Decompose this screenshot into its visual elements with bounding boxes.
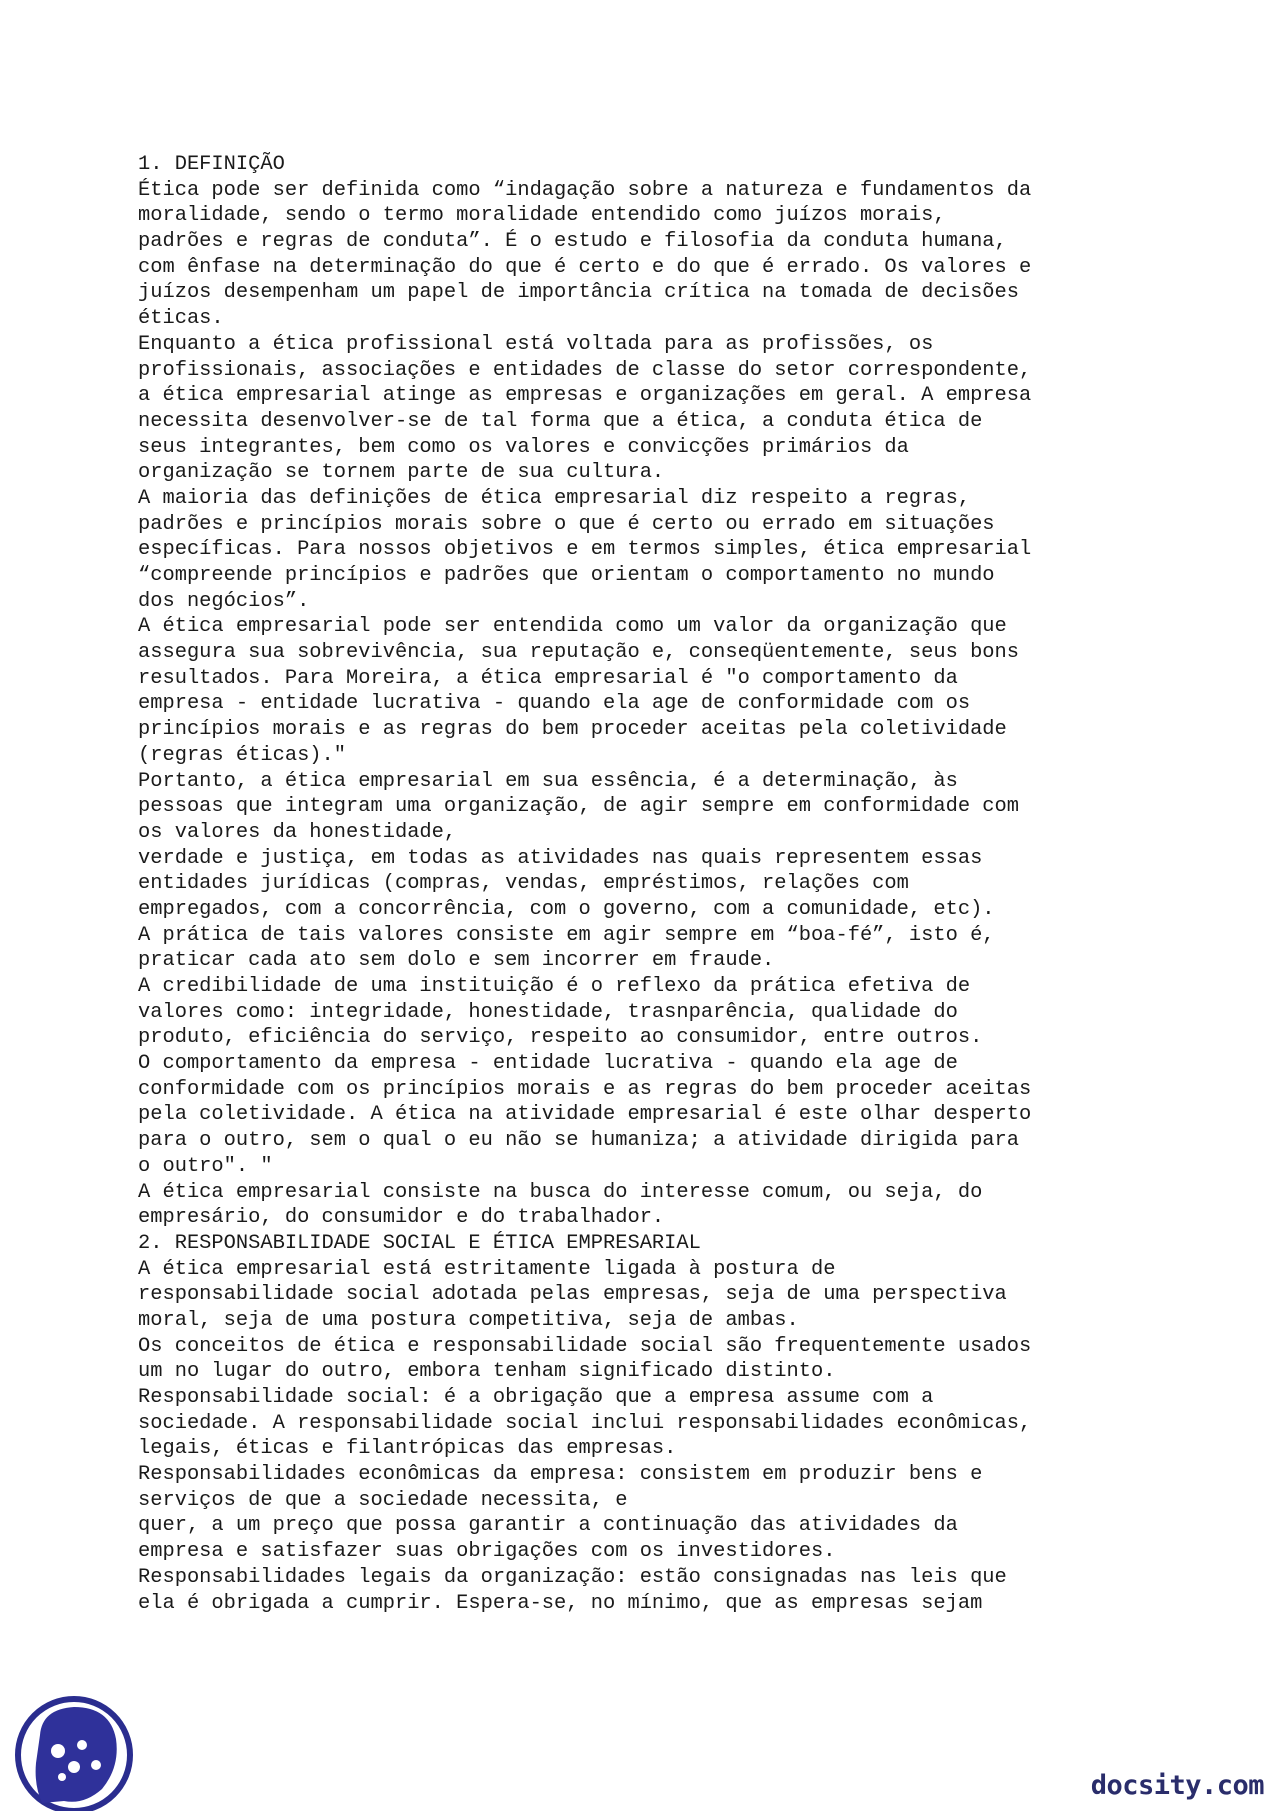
text-line: dos negócios”. bbox=[138, 589, 310, 613]
text-line: verdade e justiça, em todas as atividades nas quais representem essas bbox=[138, 846, 983, 870]
text-line: com ênfase na determinação do que é certo e do que é errado. Os valores e bbox=[138, 255, 1032, 279]
text-line: (regras éticas)." bbox=[138, 743, 347, 767]
text-line: moral, seja de uma postura competitiva, seja de ambas. bbox=[138, 1308, 799, 1332]
text-line: resultados. Para Moreira, a ética empresarial é "o comportamento da bbox=[138, 666, 958, 690]
text-line: para o outro, sem o qual o eu não se humaniza; a atividade dirigida para bbox=[138, 1129, 1020, 1153]
text-line: A credibilidade de uma instituição é o reflexo da prática efetiva de bbox=[138, 975, 971, 998]
text-line: juízos desempenham um papel de importância crítica na tomada de decisões bbox=[138, 281, 1020, 305]
text-line: praticar cada ato sem dolo e sem incorrer em fraude. bbox=[138, 949, 775, 973]
text-line: éticas. bbox=[138, 307, 224, 331]
text-line: A prática de tais valores consiste em agir sempre em “boa-fé”, isto é, bbox=[138, 923, 995, 947]
docsity-logo-icon bbox=[12, 1685, 137, 1811]
text-line: profissionais, associações e entidades de classe do setor correspondente, bbox=[138, 358, 1032, 382]
text-line: Os conceitos de ética e responsabilidade social são frequentemente usados bbox=[138, 1334, 1032, 1358]
text-line: 1. DEFINIÇÃO bbox=[138, 153, 285, 176]
text-line: necessita desenvolver-se de tal forma que a ética, a conduta ética de bbox=[138, 409, 983, 433]
text-line: Responsabilidade social: é a obrigação que a empresa assume com a bbox=[138, 1386, 934, 1409]
text-line: Portanto, a ética empresarial em sua essência, é a determinação, às bbox=[138, 769, 958, 793]
text-line: assegura sua sobrevivência, sua reputação e, conseqüentemente, seus bons bbox=[138, 641, 1020, 665]
text-line: conformidade com os princípios morais e as regras do bem proceder aceitas bbox=[138, 1077, 1032, 1101]
text-line: a ética empresarial atinge as empresas e organizações em geral. A empresa bbox=[138, 384, 1032, 408]
text-line: 2. RESPONSABILIDADE SOCIAL E ÉTICA EMPRESARIAL bbox=[138, 1231, 701, 1255]
text-line: O comportamento da empresa - entidade lucrativa - quando ela age de bbox=[138, 1052, 958, 1076]
text-line: um no lugar do outro, embora tenham significado distinto. bbox=[138, 1360, 836, 1384]
text-line: padrões e princípios morais sobre o que é certo ou errado em situações bbox=[138, 512, 995, 536]
text-line: responsabilidade social adotada pelas empresas, seja de uma perspectiva bbox=[138, 1283, 1007, 1307]
text-line: legais, éticas e filantrópicas das empresas. bbox=[138, 1437, 677, 1461]
text-line: “compreende princípios e padrões que orientam o comportamento no mundo bbox=[138, 564, 995, 587]
text-line: princípios morais e as regras do bem proceder aceitas pela coletividade bbox=[138, 718, 1007, 742]
text-line: o outro". " bbox=[138, 1154, 273, 1178]
text-line: empresa - entidade lucrativa - quando ela age de conformidade com os bbox=[138, 692, 971, 716]
text-line: empregados, com a concorrência, com o governo, com a comunidade, etc). bbox=[138, 897, 995, 921]
text-line: entidades jurídicas (compras, vendas, empréstimos, relações com bbox=[138, 872, 909, 896]
text-line: ela é obrigada a cumprir. Espera-se, no mínimo, que as empresas sejam bbox=[138, 1591, 983, 1615]
text-line: empresa e satisfazer suas obrigações com os investidores. bbox=[138, 1540, 836, 1564]
text-line: empresário, do consumidor e do trabalhador. bbox=[138, 1206, 665, 1230]
text-line: Enquanto a ética profissional está voltada para as profissões, os bbox=[138, 332, 934, 356]
document-body bbox=[138, 152, 1178, 1616]
text-line: os valores da honestidade, bbox=[138, 820, 457, 844]
text-line: organização se tornem parte de sua cultura. bbox=[138, 461, 665, 485]
text-line: pela coletividade. A ética na atividade empresarial é este olhar desperto bbox=[138, 1103, 1032, 1127]
text-line: A ética empresarial pode ser entendida como um valor da organização que bbox=[138, 615, 1007, 639]
text-line: valores como: integridade, honestidade, trasnparência, qualidade do bbox=[138, 1000, 958, 1024]
text-line: A ética empresarial está estritamente ligada à postura de bbox=[138, 1257, 836, 1281]
text-line: Responsabilidades legais da organização: estão consignadas nas leis que bbox=[138, 1565, 1007, 1589]
text-line: moralidade, sendo o termo moralidade entendido como juízos morais, bbox=[138, 204, 946, 228]
text-line: padrões e regras de conduta”. É o estudo e filosofia da conduta humana, bbox=[138, 230, 1007, 254]
text-line: A maioria das definições de ética empresarial diz respeito a regras, bbox=[138, 486, 971, 510]
text-line: pessoas que integram uma organização, de agir sempre em conformidade com bbox=[138, 795, 1020, 819]
text-line: seus integrantes, bem como os valores e convicções primários da bbox=[138, 435, 909, 459]
text-line: Ética pode ser definida como “indagação sobre a natureza e fundamentos da bbox=[138, 178, 1032, 202]
text-line: específicas. Para nossos objetivos e em termos simples, ética empresarial bbox=[138, 538, 1032, 562]
text-line: serviços de que a sociedade necessita, e bbox=[138, 1488, 628, 1512]
docsity-brand-text[interactable]: docsity.com bbox=[1090, 1770, 1264, 1801]
text-line: Responsabilidades econômicas da empresa: consistem em produzir bens e bbox=[138, 1463, 983, 1487]
text-line: A ética empresarial consiste na busca do interesse comum, ou seja, do bbox=[138, 1180, 983, 1204]
text-line: quer, a um preço que possa garantir a continuação das atividades da bbox=[138, 1514, 958, 1538]
text-line: produto, eficiência do serviço, respeito ao consumidor, entre outros. bbox=[138, 1026, 983, 1050]
text-line: sociedade. A responsabilidade social inclui responsabilidades econômicas, bbox=[138, 1411, 1032, 1435]
